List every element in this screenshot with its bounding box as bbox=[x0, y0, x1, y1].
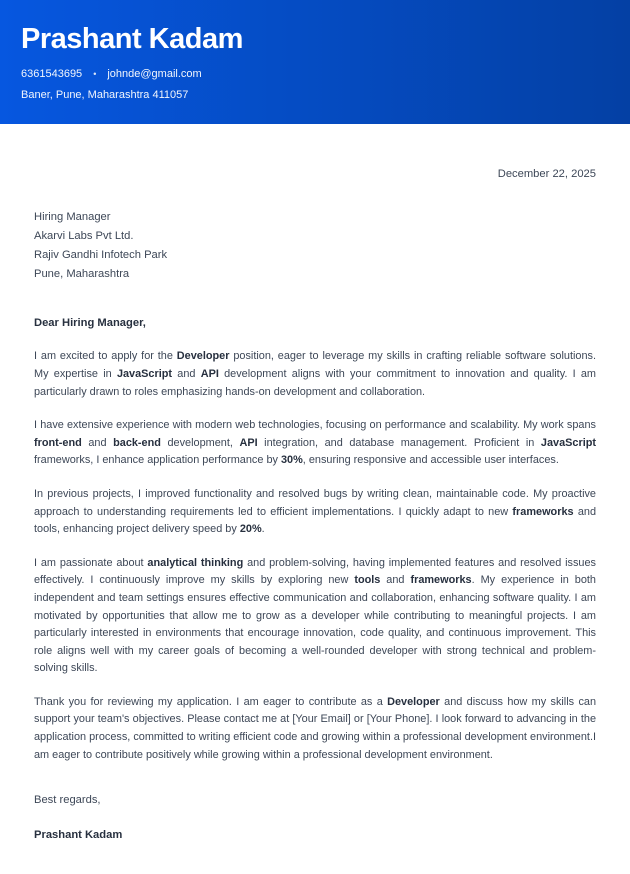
letter-header bbox=[0, 0, 630, 124]
email-address: johnde@gmail.com bbox=[107, 67, 202, 80]
paragraph-motivation: I am passionate about analytical thinking and problem-solving, having implemented features and resolved issues effectively. I continuously improve my skills by exploring new tools and frameworks. My experience in both independent and team settings ensures effective communication and collaboration, enhancing software quality. I am motivated by opportunities that allow me to grow as a developer while contributing to meaningful projects. I am particularly interested in environments that encourage innovation, code quality, and continuous improvement. This role aligns well with my career goals of becoming a well-rounded developer with strong technical and problem-solving skills. bbox=[34, 556, 596, 675]
contact-row bbox=[21, 68, 606, 80]
bullet-separator-icon: • bbox=[93, 68, 97, 79]
closing-line: Best regards, bbox=[34, 794, 101, 807]
recipient-line-street: Rajiv Gandhi Infotech Park bbox=[34, 249, 168, 262]
address-line: Baner, Pune, Maharashtra 411057 bbox=[21, 88, 189, 101]
letter-date: December 22, 2025 bbox=[497, 168, 596, 180]
phone-number: 6361543695 bbox=[21, 67, 83, 80]
recipient-block bbox=[34, 208, 596, 285]
salutation: Dear Hiring Manager, bbox=[34, 316, 146, 329]
paragraph-projects: In previous projects, I improved functionality and resolved bugs by writing clean, maintainable code. My proactive approach to understanding requirements led to efficient implementations. I quickly adapt to new frameworks and tools, enhancing project delivery speed by 20%. bbox=[34, 487, 596, 536]
paragraph-intro: I am excited to apply for the Developer position, eager to leverage my skills in crafting reliable software solutions. My expertise in JavaScript and API development aligns with your commitment to innovation and quality. I am particularly drawn to roles emphasizing hands-on development and collaboration. bbox=[34, 350, 596, 398]
candidate-name: Prashant Kadam bbox=[21, 23, 243, 55]
paragraph-experience: I have extensive experience with modern web technologies, focusing on performance and scalability. My work spans front-end and back-end development, API integration, and database management. Proficient in JavaScript frameworks, I enhance application performance by 30%, ensuring responsive and accessible user interfaces. bbox=[34, 419, 596, 467]
letter-body bbox=[0, 166, 630, 844]
paragraph-thanks: Thank you for reviewing my application. I am eager to contribute as a Developer and discuss how my skills can support your team's objectives. Please contact me at [Your Email] or [Your Phone]. I look forward to advancing in the application process, committed to writing efficient code and growing within a professional development environment.I am eager to contribute positively while growing within a professional development environment. bbox=[34, 695, 597, 761]
recipient-line-company: Akarvi Labs Pvt Ltd. bbox=[34, 229, 134, 242]
signature-name: Prashant Kadam bbox=[34, 828, 123, 841]
recipient-line-city: Pune, Maharashtra bbox=[34, 268, 130, 281]
recipient-line-name: Hiring Manager bbox=[34, 210, 111, 223]
